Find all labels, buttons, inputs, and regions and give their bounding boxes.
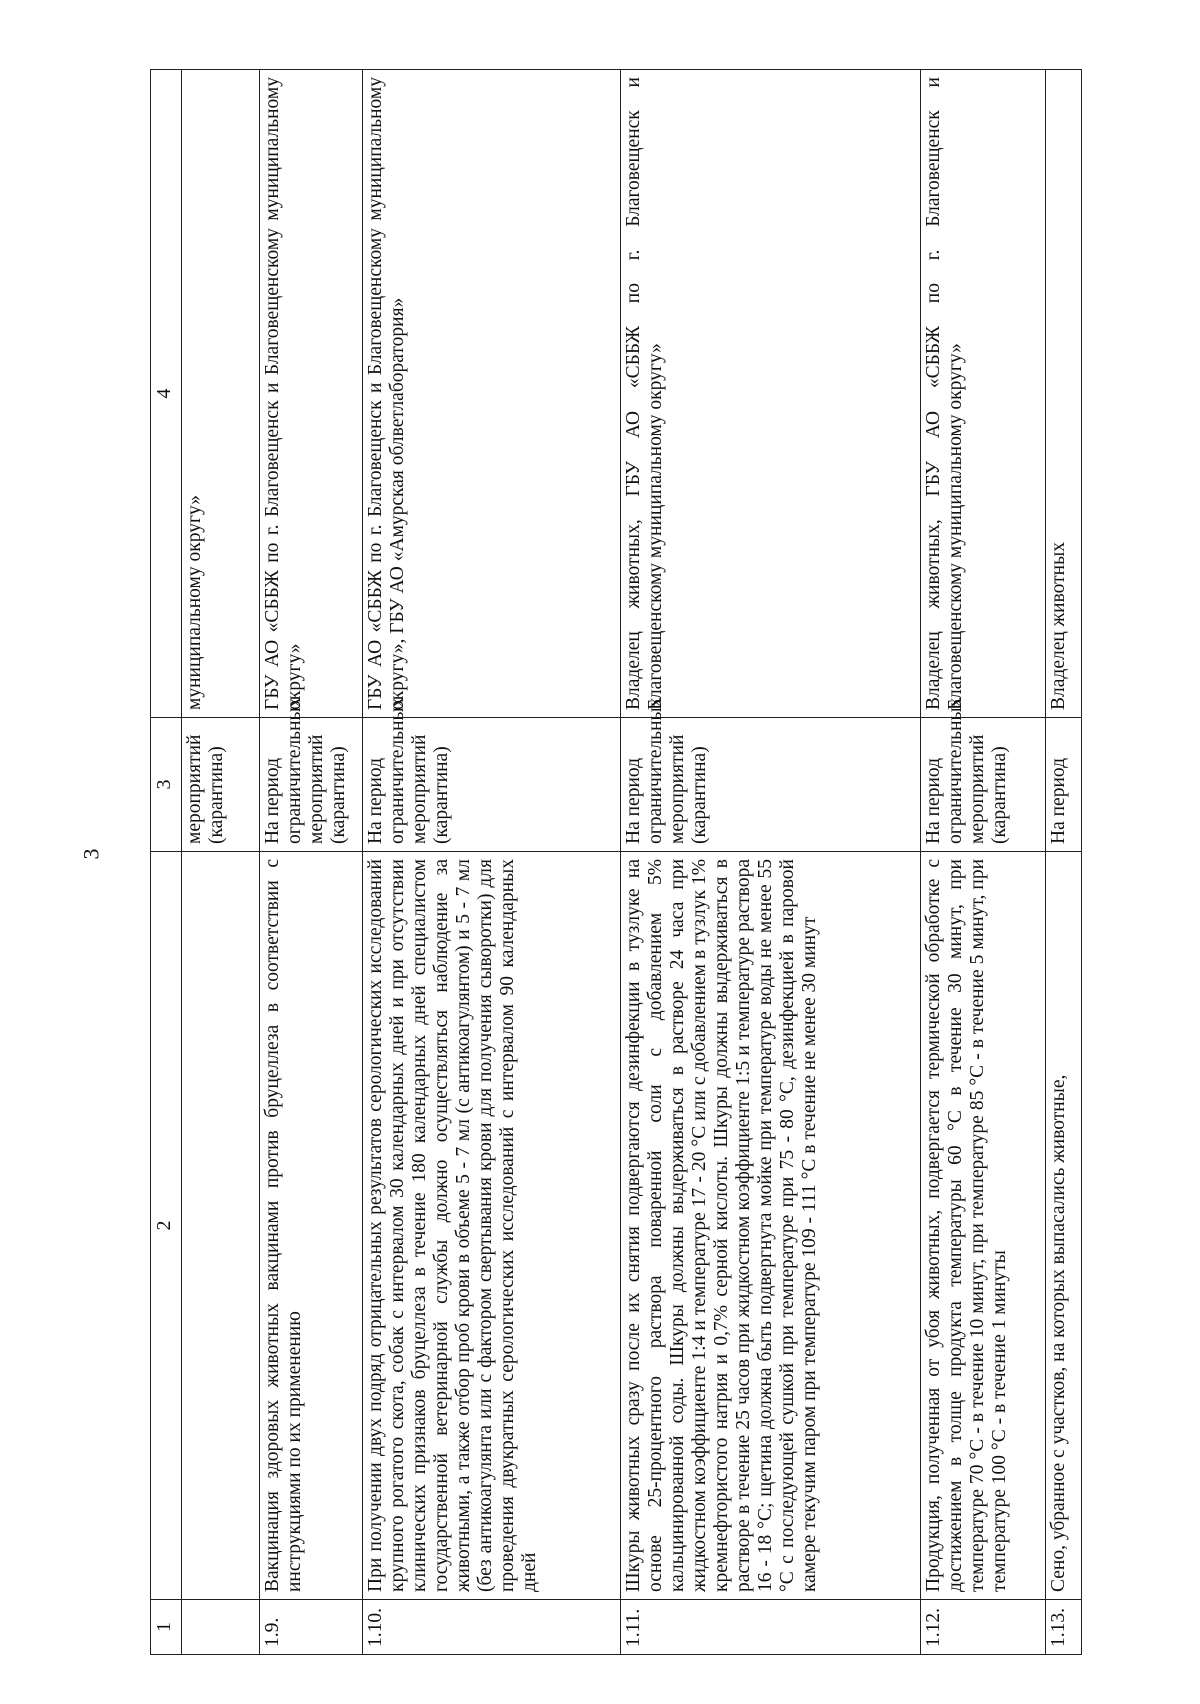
measure-text: При получении двух подряд отрицательных результатов серологических исследований крупного рогатого скота, собак с интервалом 30 календарных дней и при отсутствии клинических признаков бруцеллеза в течение 180 календарных дней специалистом государственной ветеринарной службы должно осуществляться наблюдение за животными, а также отбор проб крови в объеме 5 - 7 мл (с антикоагулянтом) и 5 - 7 мл (без антикоагулянта или с фактором свертывания крови для получения сыворотки) для проведения двукратных серологических исследований с интервалом 90 календарных дней bbox=[363, 852, 621, 1600]
period-cell: На период ограничительных мероприятий (карантина) bbox=[621, 718, 921, 852]
table-row bbox=[363, 70, 621, 1655]
header-col-2: 2 bbox=[151, 852, 182, 1600]
table-row bbox=[921, 70, 1046, 1655]
row-number: 1.10. bbox=[363, 1600, 621, 1655]
table-row bbox=[621, 70, 921, 1655]
period-cell: На период ограничительных мероприятий (карантина) bbox=[363, 718, 621, 852]
period-cell: На период bbox=[1046, 718, 1082, 852]
table-row bbox=[260, 70, 363, 1655]
measure-text: Шкуры животных сразу после их снятия подвергаются дезинфекции в тузлуке на основе 25-процентного раствора поваренной соли с добавлением 5% кальцинированной соды. Шкуры должны выдерживаться в растворе 24 часа при жидкостном коэффициенте 1:4 и температуре 17 - 20 °С или с добавлением в тузлук 1% кремнефтористого натрия и 0,7% серной кислоты. Шкуры должны выдерживаться в растворе в течение 25 часов при жидкостном коэффициенте 1:5 и температуре раствора 16 - 18 °С; щетина должна быть подвергнута мойке при температуре воды не менее 55 °С с последующей сушкой при температуре при 75 - 80 °С, дезинфекцией в паровой камере текучим паром при температуре 109 - 111 °С в течение не менее 30 минут bbox=[621, 852, 921, 1600]
table-row bbox=[1046, 70, 1082, 1655]
table-row bbox=[182, 70, 260, 1655]
responsible-cell: Владелец животных, ГБУ АО «СББЖ по г. Благовещенск и Благовещенскому муниципальному округу» bbox=[621, 70, 921, 718]
measure-text: Сено, убранное с участков, на которых выпасались животные, bbox=[1046, 852, 1082, 1600]
header-col-1: 1 bbox=[151, 1600, 182, 1655]
period-cell: На период ограничительных мероприятий (карантина) bbox=[260, 718, 363, 852]
measure-text: Продукция, полученная от убоя животных, подвергается термической обработке с достижением в толще продукта температуры 60 °С в течение 30 минут, при температуре 70 °С - в течение 10 минут, при температуре 85 °С - в течение 5 минут, при температуре 100 °С - в течение 1 минуты bbox=[921, 852, 1046, 1600]
responsible-cell: Владелец животных bbox=[1046, 70, 1082, 718]
row-number: 1.9. bbox=[260, 1600, 363, 1655]
row-number bbox=[182, 1600, 260, 1655]
responsible-cell: муниципальному округу» bbox=[182, 70, 260, 718]
responsible-cell: Владелец животных, ГБУ АО «СББЖ по г. Благовещенск и Благовещенскому муниципальному округу» bbox=[921, 70, 1046, 718]
header-row bbox=[151, 70, 182, 1655]
page-number: 3 bbox=[78, 848, 104, 860]
responsible-cell: ГБУ АО «СББЖ по г. Благовещенск и Благовещенскому муниципальному округу» bbox=[260, 70, 363, 718]
row-number: 1.11. bbox=[621, 1600, 921, 1655]
measure-text: Вакцинация здоровых животных вакцинами против бруцеллеза в соответствии с инструкциями по их применению bbox=[260, 852, 363, 1600]
responsible-cell: ГБУ АО «СББЖ по г. Благовещенск и Благовещенскому муниципальному округу», ГБУ АО «Амурская облветлаборатория» bbox=[363, 70, 621, 718]
rotated-table-wrapper bbox=[150, 70, 1069, 1655]
row-number: 1.13. bbox=[1046, 1600, 1082, 1655]
period-cell: мероприятий (карантина) bbox=[182, 718, 260, 852]
measure-text bbox=[182, 852, 260, 1600]
row-number: 1.12. bbox=[921, 1600, 1046, 1655]
header-col-4: 4 bbox=[151, 70, 182, 718]
measures-table bbox=[150, 69, 1082, 1655]
period-cell: На период ограничительных мероприятий (карантина) bbox=[921, 718, 1046, 852]
header-col-3: 3 bbox=[151, 718, 182, 852]
